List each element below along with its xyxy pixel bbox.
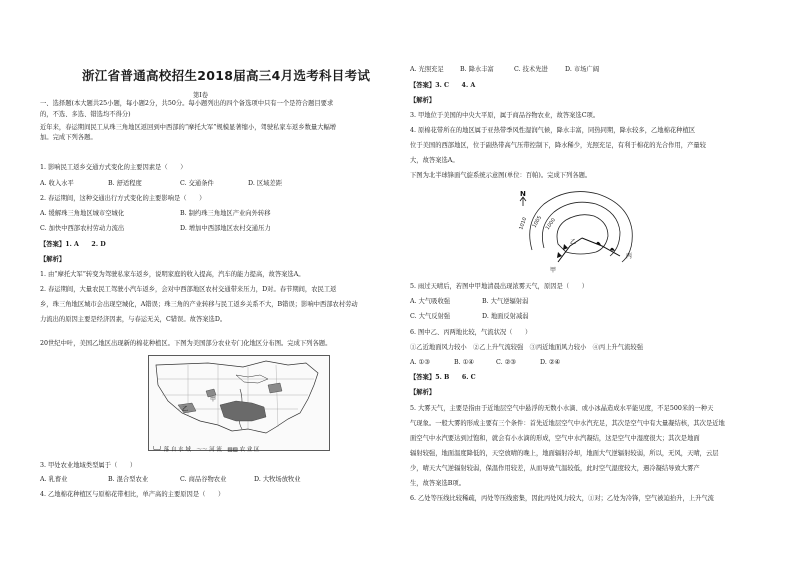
analysis-label: 【解析】 xyxy=(410,389,436,396)
label-yi: 乙 xyxy=(570,239,577,246)
q1-option-b: B. 舒适程度 xyxy=(108,180,142,187)
analysis-line: 少，晴天大气逆辐射较弱，保温作用较差，从而导致气温较低，此时空气湿度较大，遇冷凝结导致大雾产 xyxy=(410,465,700,472)
analysis-line: 位于美国的西部地区，位于副热带高气压带控制下，降水稀少，光照充足，有利于棉花的光合作用，产量较 xyxy=(410,142,706,149)
intro-line: 一、选择题(本大题共25小题，每小题2分，共50分。每小题列出的四个备选项中只有一个是符合题目要求 xyxy=(40,100,334,107)
q4-option-d: D. 市场广阔 xyxy=(565,66,600,73)
q1-option-c: C. 交通条件 xyxy=(180,180,214,187)
question-4-stem: 4. 乙地棉花种植区与原棉花带相比，单产高的主要原因是（ ） xyxy=(40,491,225,498)
q5-option-b: B. 大气逆辐射弱 xyxy=(482,298,529,305)
analysis-line: 5. 大雾天气，主要是指由于近地层空气中悬浮的无数小水滴、或小冰晶造成水平能见度，不足500米的一种天 xyxy=(410,405,714,412)
q5-option-c: C. 大气反射强 xyxy=(410,313,451,320)
analysis-label: 【解析】 xyxy=(40,256,66,263)
isobar-label: 1000 xyxy=(544,217,557,232)
q6-option-a: A. ①③ xyxy=(410,359,430,366)
analysis-line: 4. 原棉花带所在的地区属于亚热带季风性湿润气候，降水丰富，同热同期，降水较多，乙地棉花种植区 xyxy=(410,127,696,134)
question-6-stem: 6. 图中乙、丙两地比较，气流状况（ ） xyxy=(410,329,532,336)
intro-5-6: 下图为北半球锋面气旋系统示意图(单位：百帕)。完成下列各题。 xyxy=(410,172,592,179)
exam-title: 浙江省普通高校招生2018届高三4月选考科目考试 xyxy=(82,68,371,83)
isobar-label: 1010 xyxy=(518,216,529,231)
answer-3-4: 【答案】3. C 4. A xyxy=(410,82,476,89)
analysis-line: 辐射较强，地面温度降低的，天空放晴的晚上，地面辐射冷却，地面大气逆辐射较弱，所以，无风，天晴，云层 xyxy=(410,450,719,457)
analysis-line: 力流出的原因主要是经济因素，与春运无关，C错误。故答案选D。 xyxy=(40,316,227,323)
north-arrow-icon xyxy=(520,197,526,206)
intro-line: 加。完成下列各题。 xyxy=(40,134,97,141)
q1-option-a: A. 收入水平 xyxy=(40,180,74,187)
analysis-line: 大，故答案选A。 xyxy=(410,157,459,164)
q6-option-b: B. ①④ xyxy=(454,359,474,366)
analysis-line: 3. 甲地位于美国的中央大平原，属于商品谷物农业，故答案选C项。 xyxy=(410,112,600,119)
q6-option-d: D. ②④ xyxy=(540,359,561,366)
north-arrow-label: N xyxy=(520,190,526,198)
q2-option-d: D. 增加中西部地区农村交通压力 xyxy=(180,225,271,232)
isobar-label: 1005 xyxy=(531,214,544,229)
svg-text:甲: 甲 xyxy=(210,396,217,403)
q4-option-c: C. 技术先进 xyxy=(514,66,548,73)
q2-option-a: A. 缓解珠三角地区城市空城化 xyxy=(40,210,125,217)
question-3-stem: 3. 甲处农业地域类型属于（ ） xyxy=(40,462,137,469)
question-2-stem: 2. 春运期间，这种交通出行方式变化的主要影响是（ ） xyxy=(40,195,206,202)
analysis-line: 2. 春运期间，大量农民工驾驶小汽车返乡，会对中西部地区农村交通带来压力，D对。春节期间，农民工返 xyxy=(40,286,337,293)
q6-option-c: C. ②③ xyxy=(496,359,516,366)
analysis-line: 气现象。一般大雾的形成主要有三个条件：首先近地层空气中水汽充足，其次是空气中有大量凝结核，其次是近地 xyxy=(410,420,725,427)
label-bing: 丙 xyxy=(626,253,633,260)
question-1-stem: 1. 影响民工返乡交通方式变化的主要因素是（ ） xyxy=(40,164,187,171)
q4-option-b: B. 降水丰富 xyxy=(460,66,494,73)
q5-option-d: D. 地面反射减弱 xyxy=(482,313,529,320)
q6-statements: ①乙近地面风力较小 ②乙上升气流较强 ③丙近地面风力较小 ④丙上升气流较强 xyxy=(410,344,643,351)
q2-option-b: B. 制约珠三角地区产业向外转移 xyxy=(180,210,271,217)
q3-option-c: C. 商品谷物农业 xyxy=(180,476,227,483)
cyclone-diagram xyxy=(510,182,650,274)
analysis-line: 面空气中水汽要达到过饱和，就会有小水滴的形成，空气中水汽凝结，这是空气中湿度很大；其次是地面 xyxy=(410,435,700,442)
q5-option-a: A. 大气吸收强 xyxy=(410,298,451,305)
q1-option-d: D. 区域差距 xyxy=(248,180,283,187)
intro-3-4: 20世纪中叶，美国乙地区出现新的棉花种植区。下图为美国部分农业专门化地区分布图。完成下列各题。 xyxy=(40,340,332,347)
us-agriculture-map xyxy=(148,355,330,451)
analysis-label: 【解析】 xyxy=(410,97,436,104)
analysis-line: 乡，珠三角地区城市会出现空城化，A错误；珠三角的产业转移与民工返乡关系不大，B错误；影响中西部农村劳动 xyxy=(40,301,358,308)
section-heading: 第Ⅰ卷 xyxy=(193,92,209,99)
question-5-stem: 5. 雨过天晴后，若图中甲地清晨出现浓雾天气，原因是（ ） xyxy=(410,283,589,290)
analysis-line: 6. 乙处等压线比较稀疏，丙处等压线密集，因此丙处风力较大，①对；乙处为冷锋，空气被迫抬升，上升气流 xyxy=(410,495,714,502)
q3-option-b: B. 混合型农业 xyxy=(108,476,149,483)
answer-1-2: 【答案】1. A 2. D xyxy=(40,241,106,248)
analysis-line: 1. 由“摩托大军”转变为驾驶私家车返乡，说明家庭的收入提高，汽车的能力提高，故答案选A。 xyxy=(40,271,305,278)
q3-option-a: A. 乳畜业 xyxy=(40,476,68,483)
svg-text:乙: 乙 xyxy=(182,406,189,413)
map-legend: └─┘ 落 自 水 域 ～～ 河 流 ▨▨ 农 业 区 xyxy=(152,447,260,453)
analysis-line: 生，故答案选B项。 xyxy=(410,480,466,487)
intro-line: 的，不选、多选、错选均不得分) xyxy=(40,111,131,118)
intro-line: 近年来，春运期间民工从珠三角地区返回到中西部的“摩托大军”规模显著缩小，驾驶私家车返乡数量大幅增 xyxy=(40,124,337,131)
q2-option-c: C. 加快中西部农村劳动力流出 xyxy=(40,225,125,232)
q3-option-d: D. 大牧场放牧业 xyxy=(254,476,301,483)
answer-5-6: 【答案】5. B 6. C xyxy=(410,374,476,381)
label-jia: 甲 xyxy=(550,267,557,274)
q4-option-a: A. 光照充足 xyxy=(410,66,444,73)
